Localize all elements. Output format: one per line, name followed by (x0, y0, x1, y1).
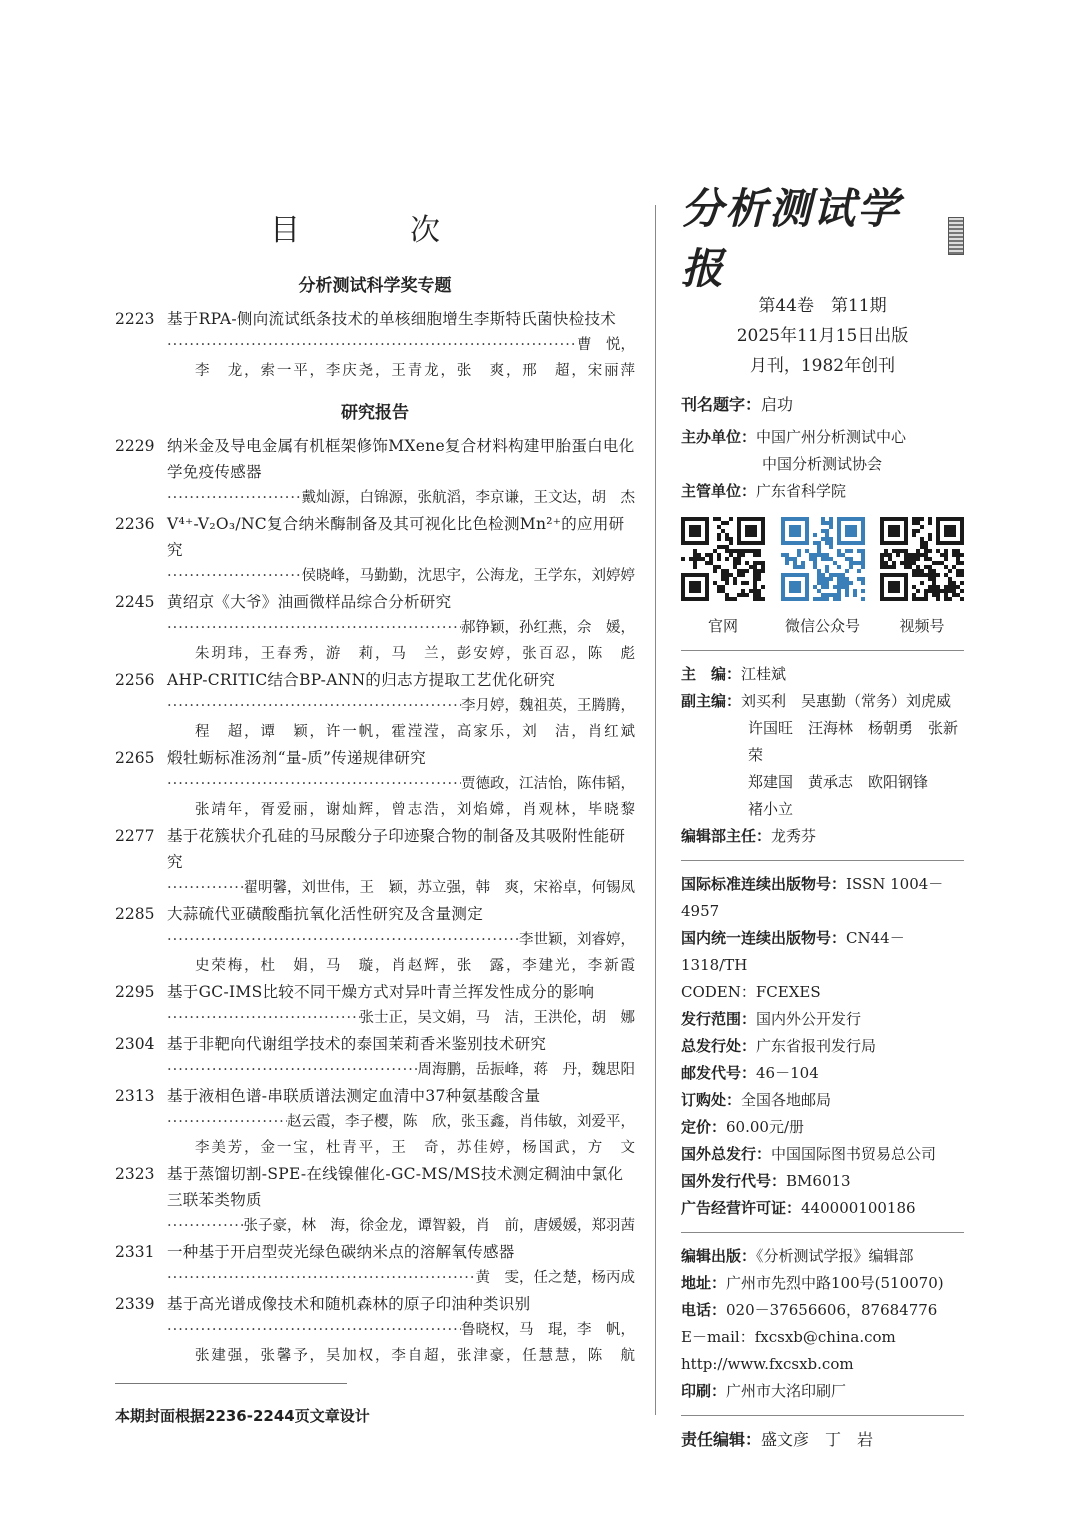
authors-line-1: 戴灿源，白锦源，张航滔，李京谦，王文达，胡 杰 (301, 490, 635, 506)
leader-dots (167, 563, 302, 589)
postal-row: 邮发代号：46－104 (681, 1064, 819, 1082)
toc-entry[interactable] (115, 823, 635, 901)
print-row: 印刷：广州市大洺印刷厂 (681, 1382, 847, 1400)
article-title: 黄绍京《大爷》油画微样品综合分析研究 (167, 593, 452, 611)
authors-line-2: 李 龙，索一平，李庆尧，王青龙，张 爽，邢 超，宋丽萍 (195, 363, 635, 379)
volume-issue: 第44卷 第11期 (758, 296, 887, 316)
authors-line-1: 李月婷，魏祖英，王腾腾， (461, 698, 635, 714)
deputy-row-4: 褚小立 (748, 800, 794, 818)
page-number: 2223 (115, 310, 155, 328)
page-number: 2304 (115, 1035, 155, 1053)
authors-line-1: 黄 雯，任之楚，杨丙成 (475, 1270, 635, 1286)
authors-line-2: 张建强，张馨予，吴加权，李自超，张津豪，任慧慧，陈 航 (195, 1348, 635, 1364)
article-title: AHP-CRITIC结合BP-ANN的归志方提取工艺优化研究 (167, 671, 556, 689)
authors-line-1: 赵云霞，李子樱，陈 欣，张玉鑫，肖伟敏，刘爱平， (287, 1114, 635, 1130)
page-number: 2245 (115, 593, 155, 611)
authors-line-2: 李美芳，金一宝，杜青平，王 奇，苏佳婷，杨国武，方 文 (195, 1140, 635, 1156)
divider (681, 1415, 964, 1416)
leader-dots (167, 771, 461, 797)
toc-entry[interactable] (115, 1083, 635, 1161)
authors-line-2: 张靖年，胥爱丽，谢灿辉，曾志浩，刘焰嫦，肖观林，毕晓黎 (195, 802, 635, 818)
toc-entry[interactable] (115, 1291, 635, 1369)
article-title: 大蒜硫代亚磺酸酯抗氧化活性研究及含量测定 (167, 905, 484, 923)
qr-codes (681, 517, 964, 636)
page-number: 2295 (115, 983, 155, 1001)
supervisor-row: 主管单位：广东省科学院 (681, 482, 847, 500)
issue-info (681, 291, 964, 381)
authors-line-2: 史荣梅，杜 娟，马 璇，肖赵辉，张 露，李建光，李新霞 (195, 958, 635, 974)
toc-entry[interactable] (115, 1161, 635, 1239)
leader-dots (167, 1109, 287, 1135)
leader-dots (167, 1265, 476, 1291)
price-row: 定价：60.00元/册 (681, 1118, 805, 1136)
authors-line-1: 张子豪，林 海，徐金龙，谭智毅，肖 前，唐媛媛，郑羽茜 (243, 1218, 635, 1234)
page-number: 2277 (115, 827, 155, 845)
leader-dots (167, 332, 577, 358)
leader-dots (167, 1317, 461, 1343)
coden-row: CODEN：FCEXES (681, 983, 821, 1001)
range-row: 发行范围：国内外公开发行 (681, 1010, 862, 1028)
toc-entry[interactable] (115, 1239, 635, 1291)
authors-line-1: 郝铮颖，孙红燕，佘 媛， (461, 620, 635, 636)
authors-line-1: 贾德政，江洁怡，陈伟韬， (461, 776, 635, 792)
phone-row: 电话：020－37656606，87684776 (681, 1301, 938, 1319)
article-title: 基于液相色谱-串联质谱法测定血清中37种氨基酸含量 (167, 1087, 541, 1105)
section-heading: 分析测试科学奖专题 (298, 276, 452, 296)
authors-line-1: 侯晓峰，马勤勤，沈思宇，公海龙，王学东，刘婷婷 (301, 568, 635, 584)
article-title: 基于RPA-侧向流试纸条技术的单核细胞增生李斯特氏菌快检技术 (167, 310, 617, 328)
calligraphy-row: 刊名题字：启功 (681, 395, 794, 414)
dist-row: 总发行处：广东省报刊发行局 (681, 1037, 877, 1055)
sponsor-row-2: 中国分析测试协会 (762, 455, 883, 473)
authors-line-2: 程 超，谭 颖，许一帆，霍滢滢，高家乐，刘 洁，肖红斌 (195, 724, 635, 740)
toc-entry[interactable] (115, 745, 635, 823)
divider (681, 650, 964, 651)
article-title: 煅牡蛎标准汤剂“量-质”传递规律研究 (167, 749, 426, 767)
toc-entry[interactable] (115, 511, 635, 589)
authors-line-1: 张士正，吴文娟，马 洁，王洪伦，胡 娜 (359, 1010, 635, 1026)
qr-code-icon (781, 517, 865, 601)
leader-dots (167, 927, 519, 953)
leader-dots (167, 1005, 360, 1031)
journal-logo (681, 184, 964, 293)
page-number: 2285 (115, 905, 155, 923)
toc-entry[interactable] (115, 306, 635, 384)
deputy-row-2: 许国旺 汪海林 杨朝勇 张新荣 (748, 719, 959, 764)
deputy-row-3: 郑建国 黄承志 欧阳钢锋 (748, 773, 929, 791)
issn-row: 国际标准连续出版物号：ISSN 1004－4957 (681, 875, 944, 920)
article-title: 基于GC-IMS比较不同干燥方式对异叶青兰挥发性成分的影响 (167, 983, 595, 1001)
foreign-row: 国外总发行：中国国际图书贸易总公司 (681, 1145, 937, 1163)
pub-date: 2025年11月15日出版 (736, 326, 909, 346)
toc-entry[interactable] (115, 979, 635, 1031)
page-number: 2265 (115, 749, 155, 767)
publisher-row: 编辑出版：《分析测试学报》编辑部 (681, 1247, 914, 1265)
qr-video[interactable]: 视频号 (880, 517, 964, 636)
toc-title: 目 次 (270, 213, 480, 248)
editor-row: 主 编：江桂斌 (681, 665, 787, 683)
resp-editor-row: 责任编辑：盛文彦 丁 岩 (681, 1430, 874, 1449)
toc-entry[interactable] (115, 901, 635, 979)
page-number: 2313 (115, 1087, 155, 1105)
article-title: 基于非靶向代谢组学技术的泰国茉莉香米鉴别技术研究 (167, 1035, 547, 1053)
article-title: V⁴⁺-V₂O₃/NC复合纳米酶制备及其可视化比色检测Mn²⁺的应用研究 (167, 515, 625, 559)
article-title: 一种基于开启型荧光绿色碳纳米点的溶解氧传感器 (167, 1243, 515, 1261)
email-row: E－mail：fxcsxb@china.com (681, 1328, 896, 1346)
table-of-contents (115, 205, 635, 1369)
foreign-code-row: 国外发行代号：BM6013 (681, 1172, 851, 1190)
page-number: 2256 (115, 671, 155, 689)
article-title: 基于花簇状介孔硅的马尿酸分子印迹聚合物的制备及其吸附性能研究 (167, 827, 626, 871)
deputy-row: 副主编：刘买利 吴惠勤（常务）刘虎威 (681, 692, 952, 710)
toc-entry[interactable] (115, 667, 635, 745)
leader-dots (167, 875, 244, 901)
frequency: 月刊，1982年创刊 (749, 356, 896, 376)
article-title: 基于蒸馏切割-SPE-在线镍催化-GC-MS/MS技术测定稠油中氯化三联苯类物质 (167, 1165, 624, 1209)
qr-wechat[interactable]: 微信公众号 (781, 517, 865, 636)
leader-dots (167, 1213, 244, 1239)
sponsor-row: 主办单位：中国广州分析测试中心 (681, 428, 907, 446)
qr-website[interactable]: 官网 (681, 517, 765, 636)
qr-code-icon (681, 517, 765, 601)
web-row: http://www.fxcsxb.com (681, 1355, 854, 1373)
column-divider (655, 205, 656, 1415)
page-number: 2323 (115, 1165, 155, 1183)
page-number: 2229 (115, 437, 155, 455)
cover-note: 本期封面根据2236-2244页文章设计 (115, 1407, 370, 1425)
authors-line-1: 曹 悦， (577, 337, 635, 353)
toc-entry[interactable] (115, 433, 635, 511)
qr-code-icon (880, 517, 964, 601)
footnote-rule (115, 1383, 347, 1384)
authors-line-1: 鲁晓权，马 琨，李 帆， (461, 1322, 635, 1338)
leader-dots (167, 485, 302, 511)
toc-entry[interactable] (115, 589, 635, 667)
article-title: 纳米金及导电金属有机框架修饰MXene复合材料构建甲胎蛋白电化学免疫传感器 (167, 437, 635, 481)
toc-entry[interactable] (115, 1031, 635, 1083)
section-heading: 研究报告 (341, 403, 409, 423)
authors-line-2: 朱玥玮，王春秀，游 莉，马 兰，彭安婷，张百忍，陈 彪 (195, 646, 635, 662)
address-row: 地址：广州市先烈中路100号(510070) (681, 1274, 944, 1292)
authors-line-1: 翟明馨，刘世伟，王 颖，苏立强，韩 爽，宋裕卓，何锡凤 (243, 880, 635, 896)
leader-dots (167, 615, 461, 641)
seal-icon (948, 217, 964, 255)
order-row: 订购处：全国各地邮局 (681, 1091, 832, 1109)
page-number: 2331 (115, 1243, 155, 1261)
leader-dots (167, 693, 461, 719)
leader-dots (167, 1057, 418, 1083)
authors-line-1: 周海鹏，岳振峰，蒋 丹，魏思阳 (417, 1062, 635, 1078)
journal-info (681, 184, 964, 1453)
divider (681, 1232, 964, 1233)
journal-name: 分析测试学报 (681, 184, 902, 293)
divider (681, 860, 964, 861)
authors-line-1: 李世颖，刘睿婷， (519, 932, 635, 948)
page-number: 2339 (115, 1295, 155, 1313)
ad-row: 广告经营许可证：440000100186 (681, 1199, 916, 1217)
article-title: 基于高光谱成像技术和随机森林的原子印油种类识别 (167, 1295, 531, 1313)
cn-row: 国内统一连续出版物号：CN44－1318/TH (681, 929, 905, 974)
office-row: 编辑部主任：龙秀芬 (681, 827, 817, 845)
page-number: 2236 (115, 515, 155, 533)
